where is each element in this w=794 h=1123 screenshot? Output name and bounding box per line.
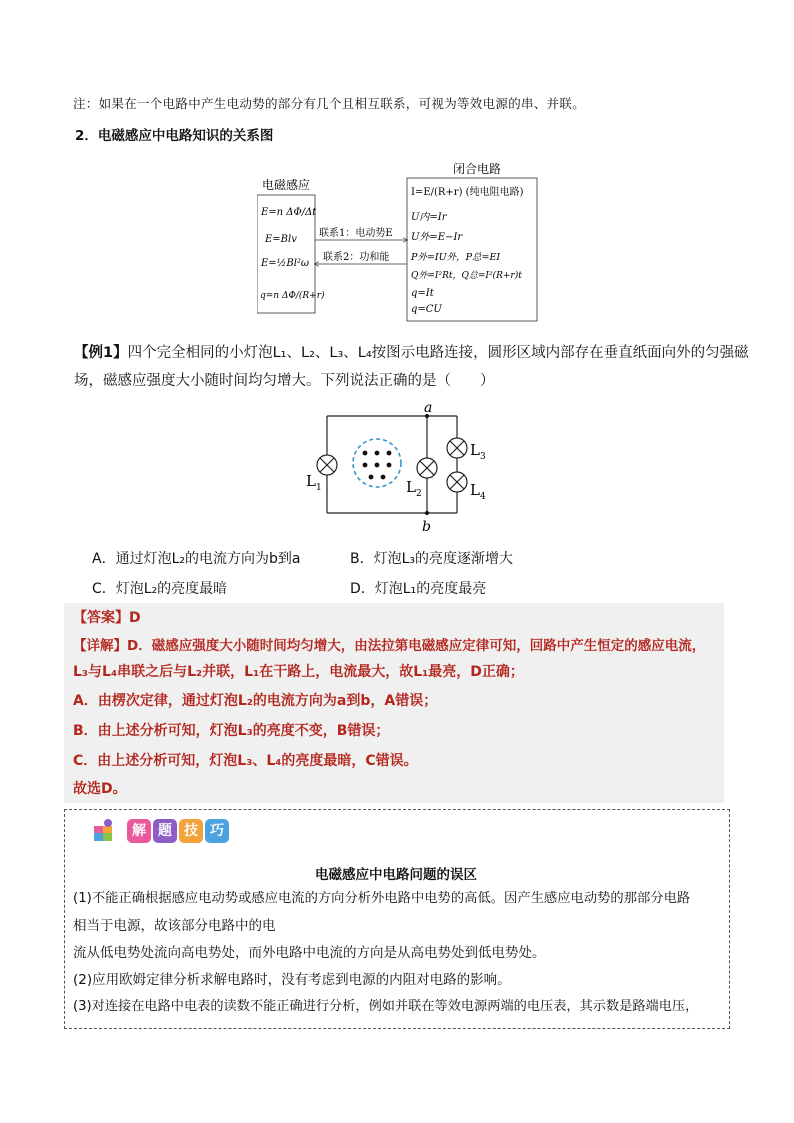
answer-detail-4: B．由上述分析可知，灯泡L₃的亮度不变，B错误； — [73, 723, 390, 739]
node-b: b — [422, 519, 431, 535]
badge-char-1: 解 — [127, 819, 151, 843]
option-c: C．灯泡L₂的亮度最暗 — [92, 581, 228, 597]
tip-title: 电磁感应中电路问题的误区 — [315, 867, 477, 883]
diagram-right-title: 闭合电路 — [453, 162, 502, 176]
example-tag: 【例1】 — [74, 345, 128, 361]
example-line-2: 场，磁感应强度大小随时间均匀增大。下列说法正确的是（ ） — [74, 373, 495, 389]
link2-label: 联系2：功和能 — [323, 252, 390, 263]
formula-i: I=E/(R+r) (纯电阻电路) — [411, 187, 524, 198]
tip-badge — [127, 819, 229, 843]
example-line-1 — [74, 343, 749, 363]
label-l4: $L_4$ — [470, 481, 486, 502]
field-dots — [363, 451, 392, 480]
answer-detail-1: 【详解】D．磁感应强度大小随时间均匀增大，由法拉第电磁感应定律可知，回路中产生恒定的感应电流， — [73, 638, 706, 654]
formula-q: q=n ΔΦ/(R+r) — [260, 291, 325, 301]
tip-p1: (1)不能正确根据感应电动势或感应电流的方向分析外电路中电势的高低。因产生感应电动势的那部分电路 — [73, 891, 691, 906]
relationship-diagram — [257, 160, 541, 326]
badge-char-2: 题 — [153, 819, 177, 843]
lamp-symbols — [317, 438, 467, 492]
formula-e1: E=n ΔΦ/Δt — [261, 207, 317, 218]
label-l2: $L_2$ — [406, 478, 422, 499]
circuit-figure — [300, 400, 500, 535]
puzzle-icon — [93, 818, 115, 842]
formula-qcu: q=CU — [411, 304, 442, 315]
formula-e3: E=½Bl²ω — [261, 258, 310, 269]
tip-p5: (3)对连接在电路中电表的读数不能正确进行分析，例如并联在等效电源两端的电压表，其示数是路端电压， — [73, 999, 699, 1014]
node-a: a — [424, 400, 433, 416]
formula-qheat: Q外=I²Rt，Q总=I²(R+r)t — [411, 271, 522, 281]
formula-uin: U内=Ir — [411, 212, 447, 223]
section-heading: 2．电磁感应中电路知识的关系图 — [75, 128, 274, 144]
example-text-1a: 四个完全相同的小灯泡L — [127, 345, 281, 361]
tip-p4: (2)应用欧姆定律分析求解电路时，没有考虑到电源的内阻对电路的影响。 — [73, 972, 511, 988]
answer-label: 【答案】D — [73, 610, 141, 626]
link1-label: 联系1：电动势E — [319, 228, 393, 239]
label-l3: $L_3$ — [470, 441, 486, 462]
formula-uout: U外=E−Ir — [411, 232, 463, 243]
formula-e2: E=Blv — [265, 234, 297, 245]
label-l1: $L_1$ — [306, 472, 322, 493]
option-d: D．灯泡L₁的亮度最亮 — [350, 581, 487, 597]
answer-detail-2: L₃与L₄串联之后与L₂并联，L₁在干路上，电流最大，故L₁最亮，D正确； — [73, 664, 524, 680]
option-a: A．通过灯泡L₂的电流方向为b到a — [92, 551, 301, 567]
badge-char-3: 技 — [179, 819, 203, 843]
badge-char-4: 巧 — [205, 819, 229, 843]
note-text: 注：如果在一个电路中产生电动势的部分有几个且相互联系，可视为等效电源的串、并联。 — [73, 96, 586, 111]
answer-detail-6: 故选D。 — [73, 781, 127, 797]
formula-qit: q=It — [411, 288, 434, 299]
option-b: B．灯泡L₃的亮度逐渐增大 — [350, 551, 514, 567]
tip-p3: 流从低电势处流向高电势处，而外电路中电流的方向是从高电势处到低电势处。 — [73, 945, 546, 961]
tip-p2: 相当于电源，故该部分电路中的电 — [73, 918, 276, 934]
right-box — [407, 178, 537, 321]
answer-detail-5: C．由上述分析可知，灯泡L₃、L₄的亮度最暗，C错误。 — [73, 753, 418, 769]
formula-p: P外=IU外，P总=EI — [411, 252, 501, 263]
example-text-1b: ₁、L₂、L₃、L₄按图示电路连接，圆形区域内部存在垂直纸面向外的匀强磁 — [280, 345, 749, 361]
diagram-left-title: 电磁感应 — [262, 178, 311, 192]
answer-detail-3: A．由楞次定律，通过灯泡L₂的电流方向为a到b，A错误； — [73, 693, 438, 709]
